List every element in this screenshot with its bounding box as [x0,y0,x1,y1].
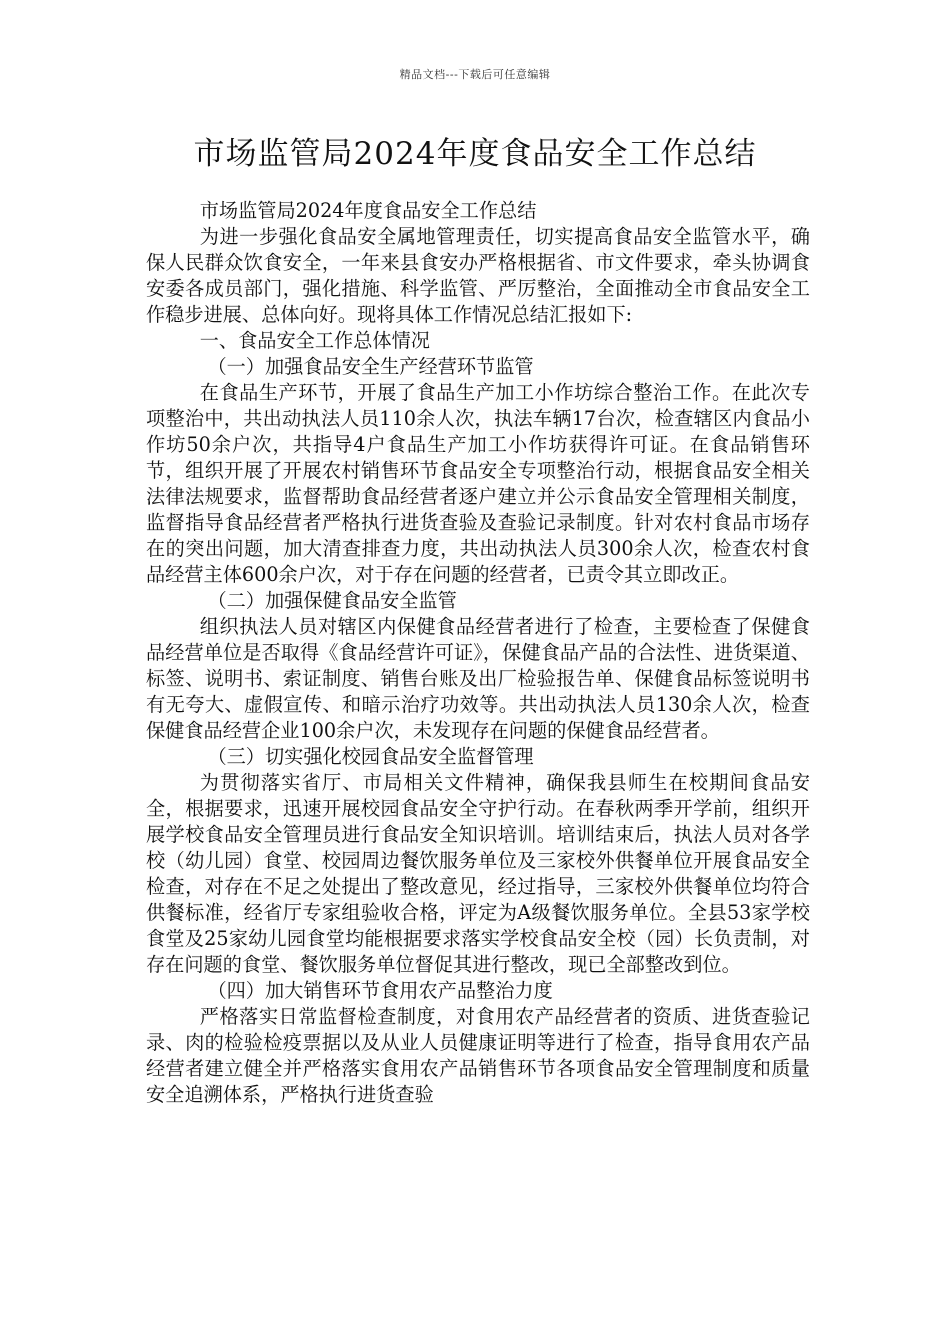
paragraph: 在食品生产环节，开展了食品生产加工小作坊综合整治工作。在此次专项整治中，共出动执法人员110余人次，执法车辆17台次，检查辖区内食品小作坊50余户次，共指导4户食品生产加工小作坊获得许可证。在食品销售环节，组织开展了开展农村销售环节食品安全专项整治行动，根据食品安全相关法律法规要求，监督帮助食品经营者逐户建立并公示食品安全管理相关制度，监督指导食品经营者严格执行进货查验及查验记录制度。针对农村食品市场存在的突出问题，加大清查排查力度，共出动执法人员300余人次，检查农村食品经营主体600余户次，对于存在问题的经营者，已责令其立即改正。 [146,381,810,586]
subsection-heading: （二）加强保健食品安全监管 [207,589,457,612]
document-body [146,198,810,1108]
section-heading: 一、食品安全工作总体情况 [199,329,430,352]
subsection-heading: （一）加强食品安全生产经营环节监管 [207,355,534,378]
subsection-heading: （四）加大销售环节食用农产品整治力度 [207,979,553,1002]
paragraph: 为贯彻落实省厅、市局相关文件精神，确保我县师生在校期间食品安全，根据要求，迅速开展校园食品安全守护行动。在春秋两季开学前，组织开展学校食品安全管理员进行食品安全知识培训。培训结束后，执法人员对各学校（幼儿园）食堂、校园周边餐饮服务单位及三家校外供餐单位开展食品安全检查，对存在不足之处提出了整改意见，经过指导，三家校外供餐单位均符合供餐标准，经省厅专家组验收合格，评定为A级餐饮服务单位。全县53家学校食堂及25家幼儿园食堂均能根据要求落实学校食品安全校（园）长负责制，对存在问题的食堂、餐饮服务单位督促其进行整改，现已全部整改到位。 [146,771,810,976]
header-note: 精品文档---下载后可任意编辑 [399,68,551,81]
paragraph: 组织执法人员对辖区内保健食品经营者进行了检查，主要检查了保健食品经营单位是否取得《食品经营许可证》，保健食品产品的合法性、进货渠道、标签、说明书、索证制度、销售台账及出厂检验报告单、保健食品标签说明书有无夸大、虚假宣传、和暗示治疗功效等。共出动执法人员130余人次，检查保健食品经营企业100余户次，未发现存在问题的保健食品经营者。 [146,615,810,742]
subsection-heading: （三）切实强化校园食品安全监督管理 [207,745,534,768]
paragraph: 市场监管局2024年度食品安全工作总结 [199,199,537,222]
paragraph: 为进一步强化食品安全属地管理责任，切实提高食品安全监管水平，确保人民群众饮食安全，一年来县食安办严格根据省、市文件要求，牵头协调食安委各成员部门，强化措施、科学监管、严厉整治，全面推动全市食品安全工作稳步进展、总体向好。现将具体工作情况总结汇报如下: [146,225,810,326]
document-title: 市场监管局2024年度食品安全工作总结 [193,136,757,172]
paragraph: 严格落实日常监督检查制度，对食用农产品经营者的资质、进货查验记录、肉的检验检疫票据以及从业人员健康证明等进行了检查，指导食用农产品经营者建立健全并严格落实食用农产品销售环节各项食品安全管理制度和质量安全追溯体系，严格执行进货查验 [146,1005,810,1106]
